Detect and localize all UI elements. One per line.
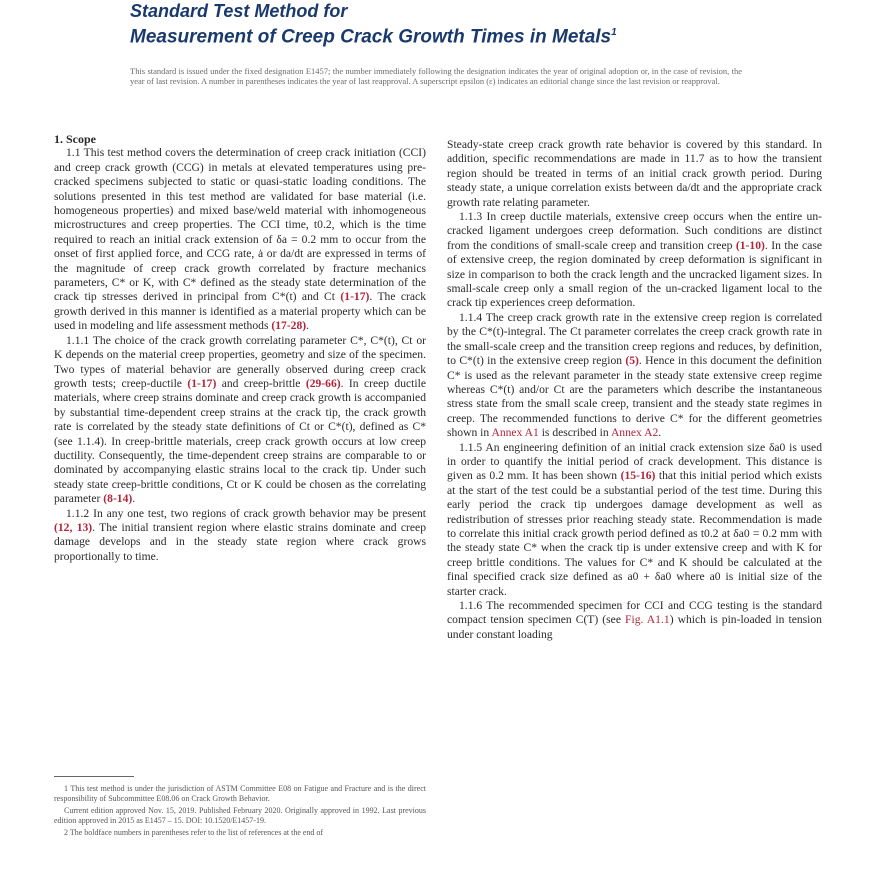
text-run: . The initial transient region where elastic strains dominate and creep damage develops and in the steady state region where crack grows proportionally to time.	[54, 520, 426, 563]
footnotes	[54, 784, 426, 840]
text-run: 1.1.6 The recommended specimen for CCI and CCG testing is the standard compact tension specimen C(T) (see	[447, 599, 822, 627]
document-title	[130, 0, 770, 48]
text-run: 1.1 This test method covers the determination of creep crack initiation (CCI) and creep crack growth (CCG) in metals at elevated temperatures using pre-cracked specimens subjected to static or quasi-static loading conditions. The solutions presented in this test method are validated for base material (i.e. homogeneous properties) and mixed base/weld material with inhomogeneous microstructures and creep properties. The CCI time, t0.2, which is the time required to reach an initial crack extension of δa = 0.2 mm to occur from the onset of first applied force, and CCG rate, ȧ or da/dt are expressed in terms of the magnitude of creep crack growth correlated by fracture mechanics parameters, C* or K, with C* defined as the steady state determination of the crack tip stresses derived in principal from C*(t) and Ct	[54, 146, 426, 304]
text-run: .	[658, 426, 662, 440]
title-line-1: Standard Test Method for	[130, 1, 348, 21]
text-run: . In the case of extensive creep, the region dominated by creep deformation is significant in size in comparison to both the crack length and the uncracked ligament sizes. In small-scale creep only a small region of the un-cracked ligament local to the crack tip experiences creep deformation.	[447, 238, 822, 310]
title-line-2-text: Measurement of Creep Crack Growth Times in Metals	[130, 26, 612, 48]
footnote: Current edition approved Nov. 15, 2019. Published February 2020. Originally approved in 1992. Last previous edition approved in 2015 as E1457 – 15. DOI: 10.1520/E1457-19.	[54, 806, 426, 825]
paragraph-1-1-5	[447, 441, 822, 599]
text-run: ) which is pin-loaded in tension under constant loading	[447, 613, 822, 641]
footnote-divider	[54, 776, 134, 777]
designation-notice: This standard is issued under the fixed designation E1457; the number immediately following the designation indicates the year of original adoption or, in the case of revision, the year of last revision. A number in parentheses indicates the year of last reapproval. A superscript epsilon (ε) indicates an editorial change since the last revision or reapproval.	[130, 66, 742, 86]
text-run: 1.1.5 An engineering definition of an initial crack extension size δa0 is used in order to quantify the initial period of crack development. This distance is given as 0.2 mm. It has been shown	[447, 440, 822, 483]
title-line-2	[130, 22, 770, 48]
right-column	[447, 138, 822, 642]
paragraph-1-1-4	[447, 311, 822, 441]
section-heading-scope: 1. Scope	[54, 132, 96, 146]
text-run: .	[132, 492, 136, 506]
footnote: 1 This test method is under the jurisdiction of ASTM Committee E08 on Fatigue and Fracture and is the direct responsibility of Subcommittee E08.06 on Crack Growth Behavior.	[54, 784, 426, 803]
text-run: 1.1.2 In any one test, two regions of crack growth behavior may be present	[66, 506, 426, 520]
paragraph-continued: Steady-state creep crack growth rate behavior is covered by this standard. In addition, specific recommendations are made in 11.7 as to how the transient region should be treated in terms of an initial crack growth period. During steady state, a unique correlation exists between da/dt and the appropriate crack growth rate relating parameter.	[447, 138, 822, 209]
text-run: is described in	[538, 426, 611, 440]
reference-link[interactable]: (29-66)	[305, 376, 341, 390]
reference-link[interactable]: (5)	[625, 354, 639, 368]
figure-link[interactable]: Fig. A1.1	[625, 613, 670, 627]
text-run: . In creep ductile materials, where creep strains dominate and creep crack growth is accompanied by substantial time-dependent creep strains at the crack tip, the crack growth rate is correlated by the steady state definitions of Ct or C*(t), defined as C* (see 1.1.4). In creep-brittle materials, creep crack growth occurs at low creep ductility. Consequently, the time-dependent creep strains are comparable to or dominated by accompanying elastic strains local to the crack tip. Under such steady state creep-brittle conditions, Ct or K could be chosen as the correlating parameter	[54, 376, 426, 506]
text-run: 1.1.1 The choice of the crack growth correlating parameter C*, C*(t), Ct or K depends on the material creep properties, geometry and size of the specimen. Two types of material behavior are generally observed during creep crack growth tests; creep-ductile	[54, 333, 426, 390]
text-run: 1.1.3 In creep ductile materials, extensive creep occurs when the entire un-cracked ligament undergoes creep deformation. Such conditions are distinct from the conditions of small-scale creep and transition creep	[447, 210, 822, 252]
reference-link[interactable]: (12, 13)	[54, 520, 93, 534]
text-run: . The crack growth derived in this manner is identified as a material property which can be used in modeling and life assessment methods	[54, 290, 426, 333]
left-column	[54, 132, 426, 564]
reference-link[interactable]: (15-16)	[620, 469, 656, 483]
text-run: 1.1.4 The creep crack growth rate in the extensive creep region is correlated by the C*(t)-integral. The Ct parameter correlates the creep crack growth rate in the small-scale creep and the transition creep regions and reduces, by definition, to C*(t) in the extensive creep region	[447, 310, 822, 368]
paragraph-1-1-2	[54, 507, 426, 565]
reference-link[interactable]: (1-10)	[735, 238, 765, 252]
text-run: and creep-brittle	[216, 376, 306, 390]
title-footnote-mark: 1	[611, 27, 617, 38]
footnote: 2 The boldface numbers in parentheses refer to the list of references at the end of	[64, 828, 324, 837]
paragraph-1-1	[54, 146, 426, 333]
text-run: .	[306, 319, 310, 333]
reference-link[interactable]: (17-28)	[271, 319, 307, 333]
reference-link[interactable]: (8-14)	[103, 492, 133, 506]
annex-link[interactable]: Annex A2	[610, 426, 659, 440]
paragraph-1-1-6	[447, 599, 822, 642]
text-run: . Hence in this document the definition C* is used as the relevant parameter in the steady state extensive creep regime whereas C*(t) and/or Ct are the parameters which describe the instantaneous stress state from the small scale creep, transient and the steady state regimes in creep. The recommended functions to derive C* for the different geometries shown in	[447, 354, 822, 440]
paragraph-1-1-3	[447, 210, 822, 311]
annex-link[interactable]: Annex A1	[491, 426, 539, 440]
reference-link[interactable]: (1-17)	[340, 290, 370, 304]
reference-link[interactable]: (1-17)	[187, 376, 217, 390]
paragraph-1-1-1	[54, 334, 426, 507]
text-run: that this initial period which exists at the start of the test could be a substantial period of the test time. During this early period the crack tip undergoes damage development as well as redistribution of stresses prior reaching steady state. Recommendation is made to correlate this initial crack growth period defined as t0.2 at δa0 = 0.2 mm with the steady state C* when the crack tip is under extensive creep and with K for creep brittle conditions. The values for C* and K should be calculated at the final specified crack size defined as a0 + δa0 where a0 is initial size of the starter crack.	[447, 469, 823, 598]
